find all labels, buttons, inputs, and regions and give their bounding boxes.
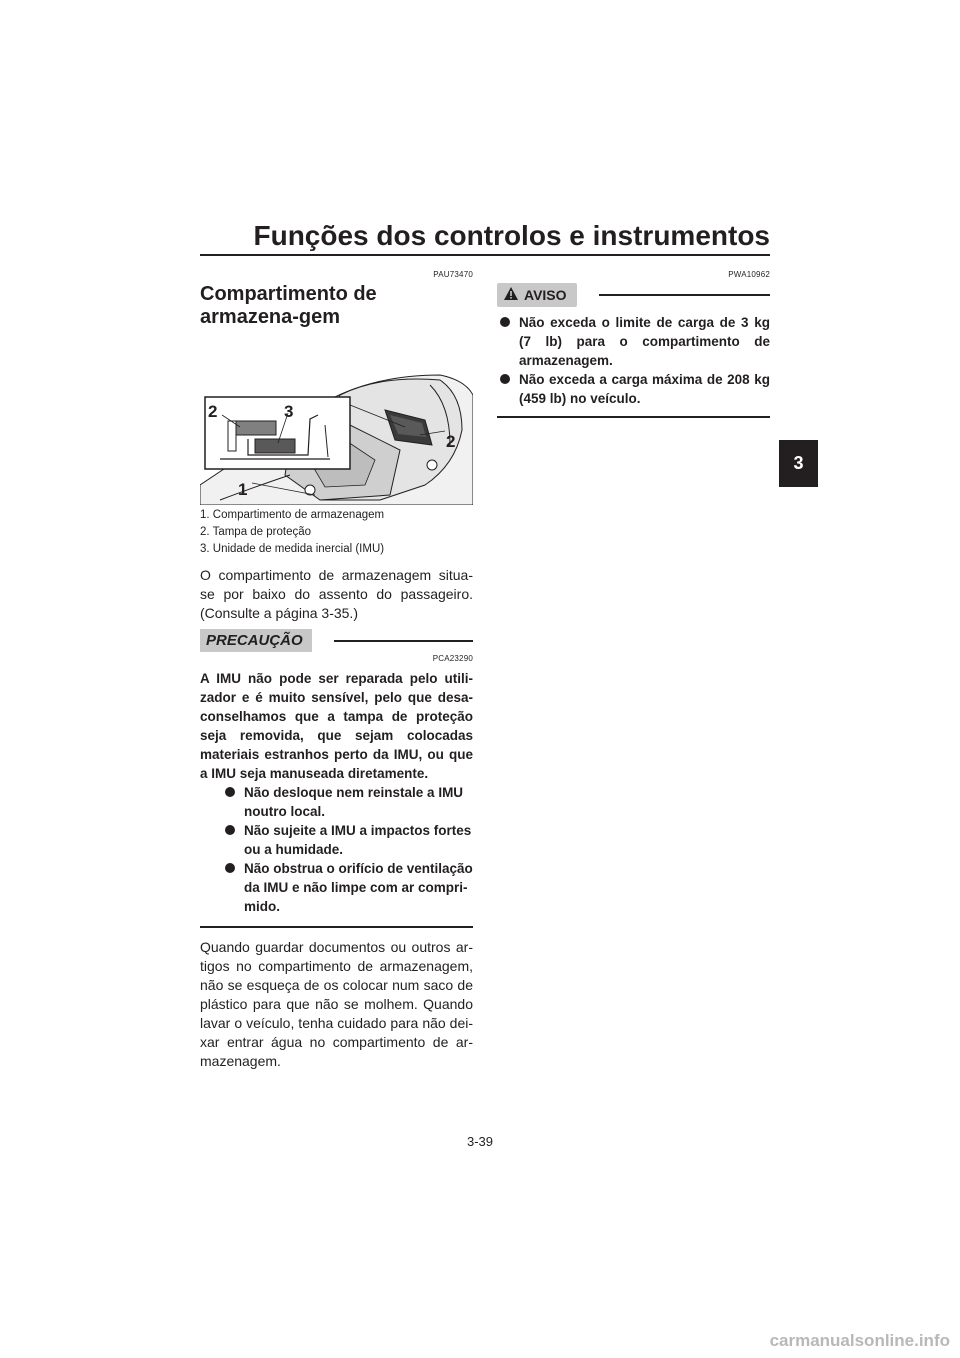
list-item-text: Não obstrua o orifício de ventilação da IMU e não limpe com ar compri-mido.	[244, 861, 473, 914]
precaucao-rule	[334, 640, 473, 642]
callout-2-inset: 2	[208, 402, 218, 421]
precaucao-list	[200, 783, 473, 916]
aviso-code: PWA10962	[728, 270, 770, 279]
bullet-icon	[500, 317, 510, 327]
storage-compartment-illustration	[200, 335, 473, 505]
aviso-header	[497, 283, 770, 307]
precaucao-header	[200, 629, 473, 652]
aviso-rule	[599, 294, 770, 296]
list-item-text: Não sujeite a IMU a impactos fortes ou a humidade.	[244, 823, 472, 857]
aviso-label: AVISO	[524, 287, 567, 303]
list-item-text: Não exceda a carga máxima de 208 kg (459 lb) no veículo.	[519, 372, 770, 406]
closing-paragraph: Quando guardar documentos ou outros ar-tigos no compartimento de armazenagem, não se esqueça de os colocar num saco de plástico para que não se molhem. Quando lavar o veículo, tenha cuidado para não dei-xar entrar água no compartimento de ar-mazenagem.	[200, 939, 473, 1069]
intro-paragraph: O compartimento de armazenagem situa-se por baixo do assento do passageiro. (Consulte a página 3-35.)	[200, 567, 473, 621]
left-column	[200, 270, 473, 1071]
bullet-icon	[500, 374, 510, 384]
aviso-label-box	[497, 283, 577, 307]
page-header-title: Funções dos controlos e instrumentos	[253, 220, 770, 251]
precaucao-end-rule	[200, 926, 473, 928]
list-item	[497, 313, 770, 370]
bullet-icon	[225, 787, 235, 797]
aviso-end-rule	[497, 416, 770, 418]
caption-item: 2. Tampa de proteção	[200, 526, 312, 538]
callout-2: 2	[446, 432, 456, 451]
precaucao-label: PRECAUÇÃO	[200, 629, 312, 652]
section-title	[200, 283, 473, 329]
bullet-icon	[225, 863, 235, 873]
list-item	[497, 370, 770, 408]
list-item	[222, 859, 473, 916]
warning-icon	[503, 286, 519, 304]
list-item	[222, 821, 473, 859]
header-rule	[200, 254, 770, 256]
caption-item: 3. Unidade de medida inercial (IMU)	[200, 543, 385, 555]
caption-item: 1. Compartimento de armazenagem	[200, 509, 385, 521]
page-number: 3-39	[466, 1134, 494, 1149]
right-column	[497, 270, 770, 428]
footer-watermark-url[interactable]: carmanualsonline.info	[769, 1331, 950, 1350]
callout-1: 1	[238, 480, 248, 499]
list-item	[222, 783, 473, 821]
list-item-text: Não exceda o limite de carga de 3 kg (7 lb) para o compartimento de armazenagem.	[519, 315, 770, 368]
precaucao-code: PCA23290	[432, 654, 473, 663]
section-code: PAU73470	[433, 270, 473, 279]
list-item-text: Não desloque nem reinstale a IMU noutro local.	[244, 785, 464, 819]
storage-compartment-figure	[200, 335, 473, 505]
bullet-icon	[225, 825, 235, 835]
section-title-text: Compartimento de armazena-gem	[200, 283, 377, 328]
precaucao-body: A IMU não pode ser reparada pelo utili-zador e é muito sensível, pelo que desa-conselhamos que a tampa de proteção seja removida, que sejam colocadas materiais estranhos perto da IMU, ou que a IMU seja manuseada diretamente.	[200, 671, 473, 781]
aviso-list	[497, 313, 770, 408]
figure-captions	[200, 507, 473, 558]
chapter-tab[interactable]: 3	[779, 440, 818, 487]
callout-3: 3	[284, 402, 294, 421]
